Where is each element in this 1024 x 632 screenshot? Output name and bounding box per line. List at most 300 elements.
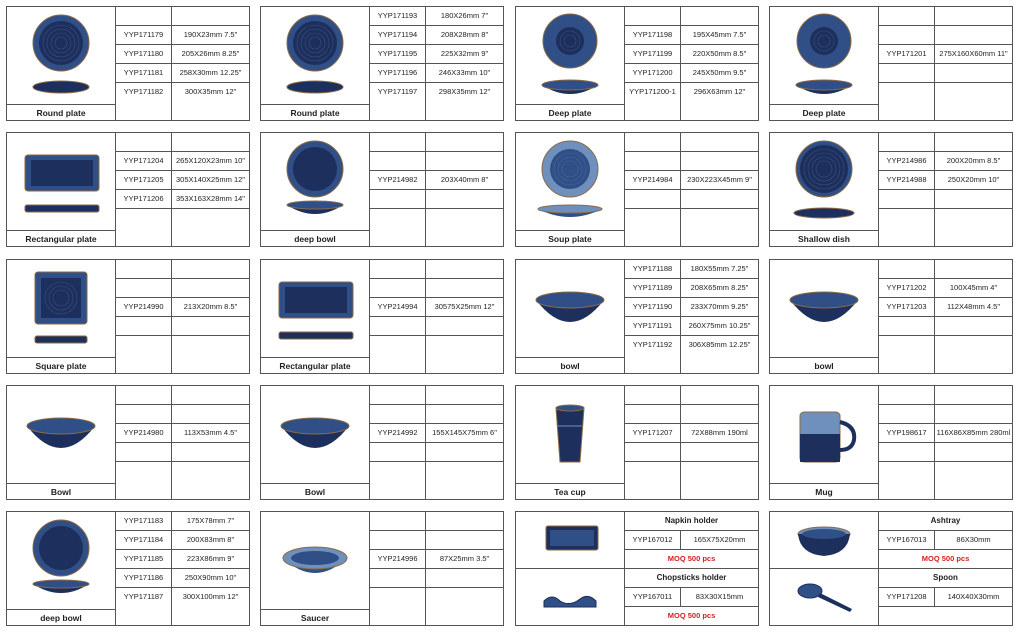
item-code [370, 279, 426, 297]
spec-row [116, 45, 249, 64]
deep-bowl-icon [7, 512, 115, 608]
item-size [426, 133, 503, 151]
spec-row [370, 152, 503, 171]
spec-row [116, 405, 249, 424]
item-size: 200X83mm 8" [186, 535, 235, 544]
bowl-icon [7, 386, 115, 482]
spec-row [116, 7, 249, 26]
item-size [426, 260, 503, 278]
item-code [370, 209, 426, 246]
item-code: YYP171191 [625, 317, 681, 335]
product-image [516, 386, 625, 483]
spec-row [879, 298, 1012, 317]
chopsticks-holder-title: Chopsticks holder [656, 573, 727, 582]
item-size: 296X63mm 12" [693, 87, 746, 96]
item-code: YYP171181 [116, 64, 172, 82]
item-size [935, 443, 1012, 461]
item-size [426, 336, 503, 373]
item-size: 260X75mm 10.25" [688, 321, 751, 330]
spec-table [116, 386, 249, 499]
item-code [116, 336, 172, 373]
spec-row [370, 336, 503, 373]
spec-row [879, 190, 1012, 209]
bowl-icon [261, 386, 369, 482]
item-size [426, 443, 503, 461]
item-code [625, 405, 681, 423]
spec-row [116, 190, 249, 209]
spec-row [370, 7, 503, 26]
item-size [681, 386, 758, 404]
item-code: YYP171197 [370, 83, 426, 120]
spoon-image [770, 569, 879, 626]
spec-row [370, 64, 503, 83]
product-card [515, 385, 759, 500]
item-code [879, 317, 935, 335]
item-size: 250X20mm 10" [947, 175, 1000, 184]
spec-row [625, 171, 758, 190]
product-image [770, 133, 879, 230]
deep-bowl-icon [261, 133, 369, 229]
spec-row [370, 190, 503, 209]
spoon-code: YYP171208 [879, 588, 935, 606]
spec-row [370, 317, 503, 336]
spec-row [625, 424, 758, 443]
product-image [7, 512, 116, 609]
item-size [172, 336, 249, 373]
spec-row [879, 133, 1012, 152]
item-code [879, 26, 935, 44]
ashtray-moq: MOQ 500 pcs [921, 554, 970, 563]
spec-row [116, 443, 249, 462]
ashtray-title: Ashtray [930, 516, 961, 525]
item-code [116, 260, 172, 278]
spec-row [879, 260, 1012, 279]
item-code [370, 260, 426, 278]
item-code: YYP171201 [879, 45, 935, 63]
spec-row [370, 512, 503, 531]
item-size [172, 209, 249, 246]
item-code [370, 133, 426, 151]
spec-row [625, 443, 758, 462]
item-code: YYP171192 [625, 336, 681, 373]
product-card [769, 385, 1013, 500]
spec-row [879, 171, 1012, 190]
card-ashtray-spoon [769, 511, 1013, 626]
item-size: 245X50mm 9.5" [692, 68, 747, 77]
product-caption: Saucer [261, 609, 370, 626]
spec-table [879, 386, 1012, 499]
item-size: 113X53mm 4.5" [184, 428, 237, 437]
product-caption: Deep plate [516, 104, 625, 121]
item-size: 208X65mm 8.25" [690, 283, 749, 292]
item-size: 230X223X45mm 9" [687, 175, 752, 184]
product-image [261, 7, 370, 104]
item-code [625, 152, 681, 170]
spec-row [625, 209, 758, 246]
spec-row [625, 386, 758, 405]
spec-row [625, 405, 758, 424]
spec-row [879, 83, 1012, 120]
product-card [260, 385, 504, 500]
item-code: YYP171186 [116, 569, 172, 587]
product-image [7, 7, 116, 104]
spec-row [879, 209, 1012, 246]
product-image [770, 7, 879, 104]
item-code: YYP171199 [625, 45, 681, 63]
item-code [879, 386, 935, 404]
item-code [879, 190, 935, 208]
item-code [879, 7, 935, 25]
item-size [426, 279, 503, 297]
spec-row [370, 209, 503, 246]
spec-row [370, 45, 503, 64]
spec-row [116, 531, 249, 550]
product-card [6, 132, 250, 247]
spec-row [625, 133, 758, 152]
product-card [260, 259, 504, 374]
item-code: YYP171189 [625, 279, 681, 297]
item-size [426, 405, 503, 423]
card-napkin-chopsticks [515, 511, 759, 626]
item-code [370, 443, 426, 461]
spec-row [116, 317, 249, 336]
spec-row [625, 336, 758, 373]
spoon-icon [770, 569, 878, 625]
saucer-icon [261, 512, 369, 608]
product-caption: bowl [516, 357, 625, 374]
chopsticks-holder-code: YYP167011 [625, 588, 681, 606]
item-size: 300X35mm 12" [184, 87, 237, 96]
spec-row [116, 64, 249, 83]
spoon-size: 140X40X30mm [947, 592, 1000, 601]
spec-row [625, 317, 758, 336]
item-code [625, 386, 681, 404]
napkin-holder-title: Napkin holder [664, 516, 719, 525]
spec-row [370, 83, 503, 120]
item-code [879, 443, 935, 461]
item-code [879, 64, 935, 82]
deep-plate-icon [516, 7, 624, 103]
spec-row [370, 260, 503, 279]
item-size: 116X86X85mm 280ml [936, 428, 1011, 437]
item-size: 195X45mm 7.5" [692, 30, 747, 39]
spec-row [879, 279, 1012, 298]
item-code [625, 443, 681, 461]
item-code: YYP171188 [625, 260, 681, 278]
item-code [116, 443, 172, 461]
item-size [935, 26, 1012, 44]
item-size [935, 386, 1012, 404]
item-size [935, 64, 1012, 82]
product-card [260, 132, 504, 247]
item-size: 300X100mm 12" [182, 592, 239, 601]
item-size: 190X23mm 7.5" [183, 30, 238, 39]
item-code [116, 133, 172, 151]
item-size [426, 531, 503, 549]
spec-row [879, 424, 1012, 443]
item-size [935, 133, 1012, 151]
item-size [935, 336, 1012, 373]
item-code [370, 386, 426, 404]
spec-row [625, 260, 758, 279]
item-size: 298X35mm 12" [438, 87, 491, 96]
spec-row [625, 462, 758, 499]
product-caption: Bowl [7, 483, 116, 500]
item-code: YYP214992 [370, 424, 426, 442]
spec-row [370, 462, 503, 499]
item-size [681, 405, 758, 423]
spec-row [879, 45, 1012, 64]
spec-row [116, 512, 249, 531]
spec-row [370, 171, 503, 190]
product-caption: Mug [770, 483, 879, 500]
napkin-holder-moq: MOQ 500 pcs [667, 554, 716, 563]
item-code [116, 7, 172, 25]
item-code: YYP198617 [879, 424, 935, 442]
item-size: 175X78mm 7" [186, 516, 235, 525]
item-size: 306X85mm 12.25" [688, 340, 751, 349]
ashtray-code: YYP167013 [879, 531, 935, 549]
item-code [879, 133, 935, 151]
item-code [370, 512, 426, 530]
item-size [935, 190, 1012, 208]
spec-row [625, 64, 758, 83]
spec-row [625, 26, 758, 45]
item-code [879, 260, 935, 278]
item-size [172, 279, 249, 297]
product-image [7, 386, 116, 483]
product-image [261, 386, 370, 483]
item-size [172, 405, 249, 423]
chopsticks-holder-moq: MOQ 500 pcs [667, 611, 716, 620]
spec-table [116, 133, 249, 246]
spec-row [116, 386, 249, 405]
item-code [370, 531, 426, 549]
spec-row [625, 298, 758, 317]
napkin-holder-size: 165X75X20mm [693, 535, 746, 544]
item-code [370, 588, 426, 625]
product-image [261, 512, 370, 609]
napkin-holder-image [516, 512, 625, 569]
item-size [426, 512, 503, 530]
item-size: 203X40mm 8" [440, 175, 489, 184]
item-code [879, 83, 935, 120]
spec-row [879, 152, 1012, 171]
item-size: 208X28mm 8" [440, 30, 489, 39]
item-code [879, 462, 935, 499]
item-code: YYP171182 [116, 83, 172, 120]
product-card [515, 259, 759, 374]
ashtray-icon [770, 512, 878, 568]
spec-row [370, 386, 503, 405]
item-code [370, 190, 426, 208]
spec-table [116, 512, 249, 625]
napkin-holder-icon [516, 512, 624, 568]
product-caption: Tea cup [516, 483, 625, 500]
item-code: YYP171204 [116, 152, 172, 170]
spec-row [625, 152, 758, 171]
product-card [260, 6, 504, 121]
spec-row [116, 279, 249, 298]
item-code: YYP171202 [879, 279, 935, 297]
item-size: 112X48mm 4.5" [947, 302, 1000, 311]
item-code [625, 462, 681, 499]
product-caption: Rectangular plate [7, 230, 116, 247]
chopsticks-holder-icon [516, 569, 624, 625]
spoon-title: Spoon [933, 573, 958, 582]
spec-row [625, 7, 758, 26]
spec-row [370, 424, 503, 443]
product-card [260, 511, 504, 626]
mug-icon [770, 386, 878, 482]
item-code [116, 462, 172, 499]
product-card [6, 511, 250, 626]
spec-row [879, 26, 1012, 45]
product-caption: Round plate [261, 104, 370, 121]
item-code: YYP214980 [116, 424, 172, 442]
spec-row [879, 405, 1012, 424]
item-size: 225X32mm 9" [440, 49, 489, 58]
item-code [370, 405, 426, 423]
ashtray-image [770, 512, 879, 569]
item-code: YYP171185 [116, 550, 172, 568]
spec-table [625, 386, 758, 499]
item-code [116, 317, 172, 335]
item-size [935, 7, 1012, 25]
item-size: 200X20mm 8.5" [946, 156, 1001, 165]
item-code [879, 336, 935, 373]
spec-row [116, 260, 249, 279]
shallow-dish-icon [770, 133, 878, 229]
bowl-icon [516, 260, 624, 356]
spec-table [116, 7, 249, 120]
item-size [681, 443, 758, 461]
napkin-holder-code: YYP167012 [625, 531, 681, 549]
spec-row [879, 386, 1012, 405]
round-plate-icon [261, 7, 369, 103]
product-image [7, 260, 116, 357]
item-code [625, 209, 681, 246]
item-size [935, 260, 1012, 278]
item-size [172, 317, 249, 335]
item-code: YYP171180 [116, 45, 172, 63]
product-card [769, 132, 1013, 247]
spec-row [370, 588, 503, 625]
product-caption: deep bowl [7, 609, 116, 626]
tea-cup-icon [516, 386, 624, 482]
square-plate-icon [7, 260, 115, 356]
item-code: YYP214982 [370, 171, 426, 189]
spec-row [879, 443, 1012, 462]
product-image [516, 133, 625, 230]
spec-row [116, 171, 249, 190]
item-code: YYP171205 [116, 171, 172, 189]
spec-row [370, 298, 503, 317]
item-code: YYP171190 [625, 298, 681, 316]
item-code [370, 336, 426, 373]
item-size: 246X33mm 10" [438, 68, 491, 77]
item-code [625, 190, 681, 208]
item-size [681, 209, 758, 246]
deep-plate-icon [770, 7, 878, 103]
item-code: YYP214994 [370, 298, 426, 316]
spec-row [879, 317, 1012, 336]
item-code [879, 209, 935, 246]
item-code: YYP171206 [116, 190, 172, 208]
item-size: 220X50mm 8.5" [692, 49, 747, 58]
item-size: 233X70mm 9.25" [690, 302, 749, 311]
item-size: 180X26mm 7" [440, 11, 489, 20]
item-code: YYP214984 [625, 171, 681, 189]
spec-table [879, 133, 1012, 246]
item-size [426, 209, 503, 246]
item-code: YYP171200-1 [625, 83, 681, 120]
product-card [6, 6, 250, 121]
spec-row [879, 7, 1012, 26]
item-size: 265X120X23mm 10" [176, 156, 245, 165]
product-card [769, 6, 1013, 121]
product-card [515, 132, 759, 247]
spec-table [370, 260, 503, 373]
spec-table [625, 133, 758, 246]
item-code: YYP171187 [116, 588, 172, 625]
spec-row [116, 209, 249, 246]
item-size [681, 133, 758, 151]
item-size [681, 152, 758, 170]
product-image [7, 133, 116, 230]
item-size [426, 190, 503, 208]
item-size: 72X88mm 190ml [691, 428, 748, 437]
item-size: 275X160X60mm 11" [939, 49, 1008, 58]
spec-row [116, 152, 249, 171]
product-card [515, 6, 759, 121]
product-card [769, 259, 1013, 374]
chopsticks-holder-image [516, 569, 625, 626]
product-image [770, 260, 879, 357]
item-code: YYP214996 [370, 550, 426, 568]
item-code [879, 405, 935, 423]
product-caption: deep bowl [261, 230, 370, 247]
product-caption: Deep plate [770, 104, 879, 121]
item-size: 353X163X28mm 14" [176, 194, 245, 203]
round-plate-icon [7, 7, 115, 103]
item-size [935, 462, 1012, 499]
item-size [172, 443, 249, 461]
item-size [426, 317, 503, 335]
product-caption: Soup plate [516, 230, 625, 247]
item-size [681, 7, 758, 25]
spec-row [116, 569, 249, 588]
spoon-empty-cell [879, 607, 1012, 627]
spec-row [370, 133, 503, 152]
item-size: 213X20mm 8.5" [183, 302, 238, 311]
spec-table [879, 260, 1012, 373]
product-card [6, 259, 250, 374]
spec-row [116, 550, 249, 569]
item-code: YYP214988 [879, 171, 935, 189]
product-card [6, 385, 250, 500]
item-code: YYP171198 [625, 26, 681, 44]
item-size [935, 83, 1012, 120]
item-size [426, 152, 503, 170]
spec-table [625, 7, 758, 120]
rectangular-plate-icon [7, 133, 115, 229]
item-size [172, 386, 249, 404]
item-size [426, 588, 503, 625]
item-size [426, 462, 503, 499]
item-size: 180X55mm 7.25" [690, 264, 749, 273]
item-size: 155X145X75mm 6" [432, 428, 497, 437]
